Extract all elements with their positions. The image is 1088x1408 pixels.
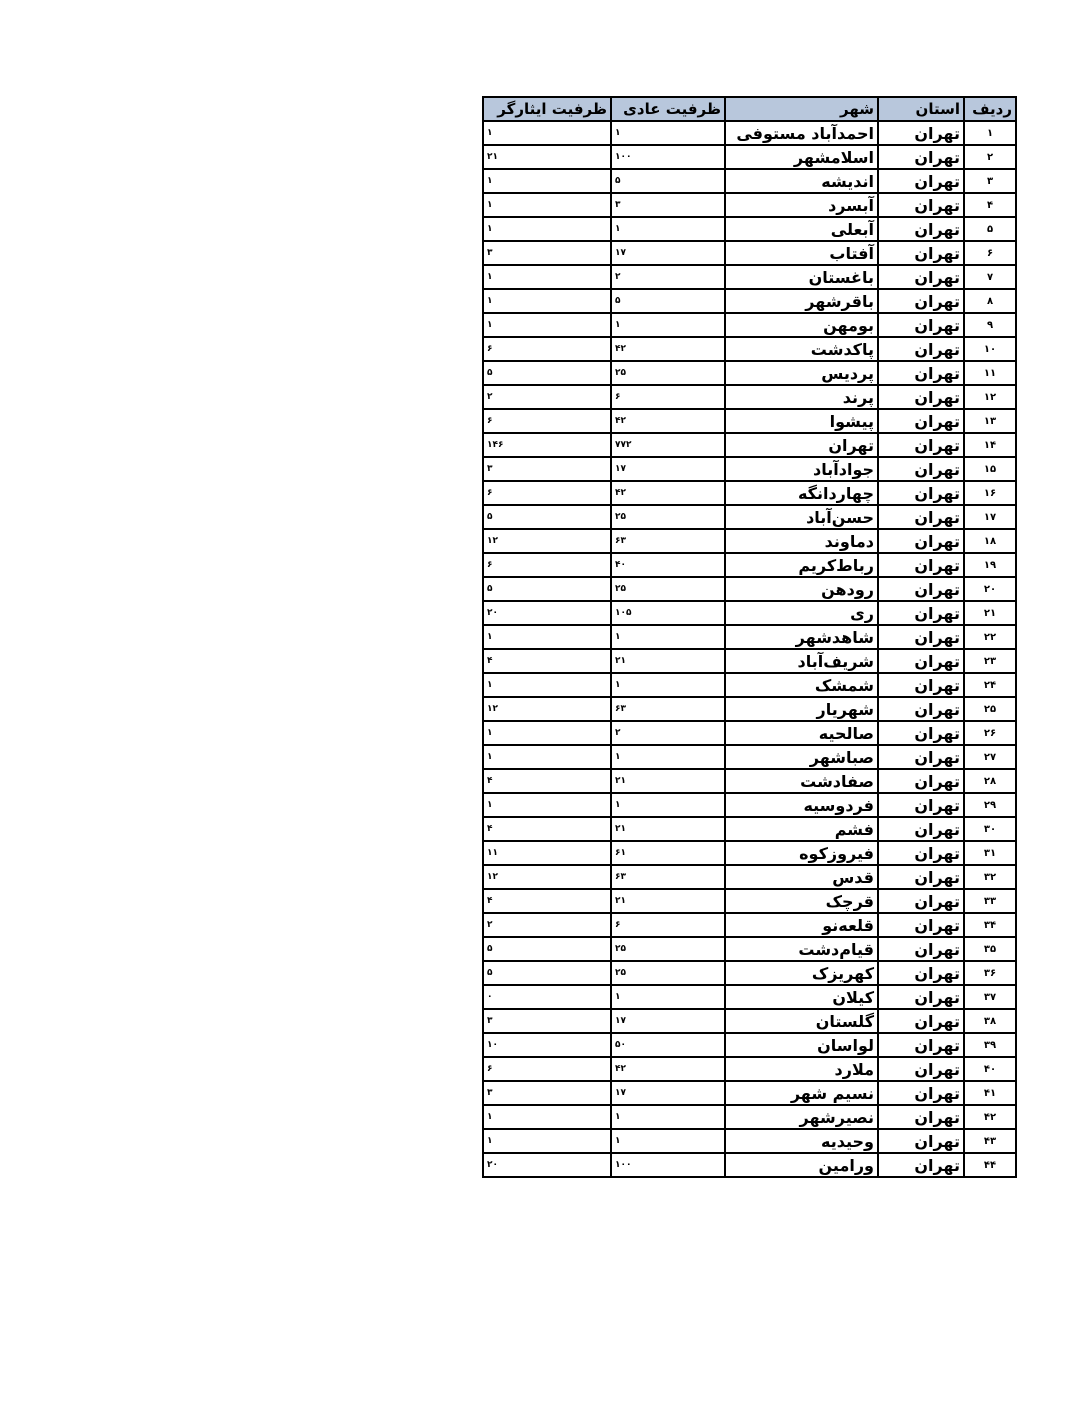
veteran-capacity-cell: ۲۰ bbox=[483, 1153, 611, 1177]
table-row bbox=[483, 481, 1016, 505]
table-row bbox=[483, 937, 1016, 961]
row-number: ۲۵ bbox=[964, 697, 1016, 721]
city-cell: آفتاب bbox=[725, 241, 878, 265]
table-row bbox=[483, 241, 1016, 265]
veteran-capacity-cell: ۳ bbox=[483, 457, 611, 481]
province-cell: تهران bbox=[878, 337, 964, 361]
city-cell: صالحیه bbox=[725, 721, 878, 745]
table-row bbox=[483, 361, 1016, 385]
veteran-capacity-cell: ۱۲ bbox=[483, 529, 611, 553]
regular-capacity-cell: ۲۱ bbox=[611, 649, 725, 673]
table-row bbox=[483, 409, 1016, 433]
city-cell: نصیرشهر bbox=[725, 1105, 878, 1129]
regular-capacity-cell: ۱۷ bbox=[611, 1009, 725, 1033]
table-body bbox=[483, 121, 1016, 1177]
province-cell: تهران bbox=[878, 649, 964, 673]
row-number: ۱۰ bbox=[964, 337, 1016, 361]
table-row bbox=[483, 289, 1016, 313]
city-cell: چهاردانگه bbox=[725, 481, 878, 505]
table-row bbox=[483, 337, 1016, 361]
regular-capacity-cell: ۲۵ bbox=[611, 361, 725, 385]
regular-capacity-cell: ۴۲ bbox=[611, 481, 725, 505]
row-number: ۲۹ bbox=[964, 793, 1016, 817]
regular-capacity-cell: ۵ bbox=[611, 169, 725, 193]
row-number: ۲۸ bbox=[964, 769, 1016, 793]
table-row bbox=[483, 745, 1016, 769]
province-cell: تهران bbox=[878, 1033, 964, 1057]
veteran-capacity-cell: ۵ bbox=[483, 361, 611, 385]
city-cell: قلعه‌نو bbox=[725, 913, 878, 937]
regular-capacity-cell: ۱۰۰ bbox=[611, 145, 725, 169]
regular-capacity-cell: ۱ bbox=[611, 1105, 725, 1129]
province-cell: تهران bbox=[878, 553, 964, 577]
city-cell: شریف‌آباد bbox=[725, 649, 878, 673]
regular-capacity-cell: ۴۲ bbox=[611, 337, 725, 361]
table-row bbox=[483, 697, 1016, 721]
province-cell: تهران bbox=[878, 1057, 964, 1081]
veteran-capacity-cell: ۱۱ bbox=[483, 841, 611, 865]
table-row bbox=[483, 505, 1016, 529]
row-number: ۳۰ bbox=[964, 817, 1016, 841]
province-cell: تهران bbox=[878, 601, 964, 625]
row-number: ۱۸ bbox=[964, 529, 1016, 553]
veteran-capacity-cell: ۴ bbox=[483, 769, 611, 793]
veteran-capacity-cell: ۲ bbox=[483, 385, 611, 409]
city-cell: باقرشهر bbox=[725, 289, 878, 313]
regular-capacity-cell: ۱ bbox=[611, 985, 725, 1009]
city-cell: کیلان bbox=[725, 985, 878, 1009]
veteran-capacity-cell: ۱ bbox=[483, 673, 611, 697]
row-number: ۳۵ bbox=[964, 937, 1016, 961]
table-row bbox=[483, 601, 1016, 625]
regular-capacity-cell: ۲ bbox=[611, 721, 725, 745]
regular-capacity-cell: ۱۷ bbox=[611, 457, 725, 481]
province-cell: تهران bbox=[878, 793, 964, 817]
province-cell: تهران bbox=[878, 169, 964, 193]
row-number: ۹ bbox=[964, 313, 1016, 337]
table-row bbox=[483, 121, 1016, 145]
veteran-capacity-cell: ۶ bbox=[483, 1057, 611, 1081]
regular-capacity-cell: ۱ bbox=[611, 625, 725, 649]
row-number: ۳۴ bbox=[964, 913, 1016, 937]
table-row bbox=[483, 1009, 1016, 1033]
veteran-capacity-cell: ۱ bbox=[483, 625, 611, 649]
province-cell: تهران bbox=[878, 961, 964, 985]
veteran-capacity-cell: ۶ bbox=[483, 409, 611, 433]
province-cell: تهران bbox=[878, 529, 964, 553]
veteran-capacity-cell: ۱ bbox=[483, 721, 611, 745]
regular-capacity-cell: ۱ bbox=[611, 121, 725, 145]
province-cell: تهران bbox=[878, 289, 964, 313]
city-cell: اسلامشهر bbox=[725, 145, 878, 169]
row-number: ۶ bbox=[964, 241, 1016, 265]
table-row bbox=[483, 385, 1016, 409]
table-row bbox=[483, 865, 1016, 889]
table-row bbox=[483, 673, 1016, 697]
row-number: ۳۲ bbox=[964, 865, 1016, 889]
row-number: ۱۴ bbox=[964, 433, 1016, 457]
table-row bbox=[483, 889, 1016, 913]
city-cell: دماوند bbox=[725, 529, 878, 553]
province-cell: تهران bbox=[878, 721, 964, 745]
province-cell: تهران bbox=[878, 313, 964, 337]
row-number: ۴۳ bbox=[964, 1129, 1016, 1153]
row-number: ۵ bbox=[964, 217, 1016, 241]
row-number: ۱۳ bbox=[964, 409, 1016, 433]
row-number: ۴ bbox=[964, 193, 1016, 217]
table-row bbox=[483, 577, 1016, 601]
regular-capacity-cell: ۶ bbox=[611, 913, 725, 937]
province-cell: تهران bbox=[878, 577, 964, 601]
row-number: ۴۱ bbox=[964, 1081, 1016, 1105]
city-cell: شاهدشهر bbox=[725, 625, 878, 649]
table-row bbox=[483, 553, 1016, 577]
capacity-table bbox=[482, 96, 1017, 1178]
province-cell: تهران bbox=[878, 145, 964, 169]
regular-capacity-cell: ۱ bbox=[611, 1129, 725, 1153]
veteran-capacity-cell: ۵ bbox=[483, 937, 611, 961]
row-number: ۱۶ bbox=[964, 481, 1016, 505]
regular-capacity-cell: ۲۵ bbox=[611, 505, 725, 529]
table-row bbox=[483, 457, 1016, 481]
veteran-capacity-cell: ۱ bbox=[483, 289, 611, 313]
row-number: ۲۴ bbox=[964, 673, 1016, 697]
table-row bbox=[483, 1129, 1016, 1153]
province-cell: تهران bbox=[878, 673, 964, 697]
veteran-capacity-cell: ۱ bbox=[483, 193, 611, 217]
city-cell: رباط‌کریم bbox=[725, 553, 878, 577]
regular-capacity-cell: ۱۰۵ bbox=[611, 601, 725, 625]
veteran-capacity-cell: ۳ bbox=[483, 241, 611, 265]
veteran-capacity-cell: ۱ bbox=[483, 1105, 611, 1129]
regular-capacity-cell: ۷۷۲ bbox=[611, 433, 725, 457]
province-cell: تهران bbox=[878, 385, 964, 409]
veteran-capacity-cell: ۶ bbox=[483, 553, 611, 577]
city-cell: وحیدیه bbox=[725, 1129, 878, 1153]
city-cell: آبعلی bbox=[725, 217, 878, 241]
table-row bbox=[483, 817, 1016, 841]
regular-capacity-cell: ۱ bbox=[611, 673, 725, 697]
regular-capacity-cell: ۵۰ bbox=[611, 1033, 725, 1057]
table-row bbox=[483, 217, 1016, 241]
regular-capacity-cell: ۶۳ bbox=[611, 865, 725, 889]
city-cell: پرند bbox=[725, 385, 878, 409]
row-number: ۱ bbox=[964, 121, 1016, 145]
row-number: ۳۱ bbox=[964, 841, 1016, 865]
city-cell: پیشوا bbox=[725, 409, 878, 433]
province-cell: تهران bbox=[878, 913, 964, 937]
veteran-capacity-cell: ۴ bbox=[483, 817, 611, 841]
province-cell: تهران bbox=[878, 241, 964, 265]
city-cell: گلستان bbox=[725, 1009, 878, 1033]
city-cell: پردیس bbox=[725, 361, 878, 385]
city-cell: کهریزک bbox=[725, 961, 878, 985]
regular-capacity-cell: ۱۷ bbox=[611, 241, 725, 265]
province-cell: تهران bbox=[878, 745, 964, 769]
regular-capacity-cell: ۵ bbox=[611, 289, 725, 313]
regular-capacity-cell: ۶ bbox=[611, 385, 725, 409]
veteran-capacity-cell: ۵ bbox=[483, 505, 611, 529]
table-row bbox=[483, 1033, 1016, 1057]
regular-capacity-cell: ۴۲ bbox=[611, 409, 725, 433]
regular-capacity-cell: ۲۱ bbox=[611, 817, 725, 841]
city-cell: صفادشت bbox=[725, 769, 878, 793]
veteran-capacity-cell: ۴ bbox=[483, 889, 611, 913]
veteran-capacity-cell: ۱۲ bbox=[483, 865, 611, 889]
regular-capacity-cell: ۱ bbox=[611, 793, 725, 817]
regular-capacity-cell: ۲۱ bbox=[611, 769, 725, 793]
table-row bbox=[483, 313, 1016, 337]
row-number: ۲۲ bbox=[964, 625, 1016, 649]
city-cell: شمشک bbox=[725, 673, 878, 697]
veteran-capacity-cell: ۵ bbox=[483, 577, 611, 601]
veteran-capacity-cell: ۶ bbox=[483, 481, 611, 505]
table-row bbox=[483, 1105, 1016, 1129]
row-number: ۱۵ bbox=[964, 457, 1016, 481]
header-shahr: شهر bbox=[725, 97, 878, 121]
veteran-capacity-cell: ۱ bbox=[483, 313, 611, 337]
city-cell: فیروزکوه bbox=[725, 841, 878, 865]
veteran-capacity-cell: ۱۲ bbox=[483, 697, 611, 721]
row-number: ۱۹ bbox=[964, 553, 1016, 577]
row-number: ۲ bbox=[964, 145, 1016, 169]
province-cell: تهران bbox=[878, 1105, 964, 1129]
row-number: ۲۰ bbox=[964, 577, 1016, 601]
veteran-capacity-cell: ۲۱ bbox=[483, 145, 611, 169]
veteran-capacity-cell: ۱۰ bbox=[483, 1033, 611, 1057]
regular-capacity-cell: ۶۳ bbox=[611, 529, 725, 553]
province-cell: تهران bbox=[878, 697, 964, 721]
city-cell: بومهن bbox=[725, 313, 878, 337]
veteran-capacity-cell: ۱۴۶ bbox=[483, 433, 611, 457]
veteran-capacity-cell: ۱ bbox=[483, 745, 611, 769]
veteran-capacity-cell: ۰ bbox=[483, 985, 611, 1009]
veteran-capacity-cell: ۲ bbox=[483, 913, 611, 937]
province-cell: تهران bbox=[878, 1081, 964, 1105]
province-cell: تهران bbox=[878, 769, 964, 793]
table-row bbox=[483, 721, 1016, 745]
table-row bbox=[483, 985, 1016, 1009]
province-cell: تهران bbox=[878, 865, 964, 889]
city-cell: ری bbox=[725, 601, 878, 625]
header-row bbox=[483, 97, 1016, 121]
city-cell: نسیم شهر bbox=[725, 1081, 878, 1105]
regular-capacity-cell: ۲ bbox=[611, 265, 725, 289]
table-row bbox=[483, 769, 1016, 793]
regular-capacity-cell: ۲۵ bbox=[611, 937, 725, 961]
header-zarfiat-adi: ظرفیت عادی bbox=[611, 97, 725, 121]
province-cell: تهران bbox=[878, 1009, 964, 1033]
veteran-capacity-cell: ۱ bbox=[483, 1129, 611, 1153]
row-number: ۲۳ bbox=[964, 649, 1016, 673]
row-number: ۱۱ bbox=[964, 361, 1016, 385]
table-row bbox=[483, 145, 1016, 169]
city-cell: شهریار bbox=[725, 697, 878, 721]
row-number: ۴۴ bbox=[964, 1153, 1016, 1177]
veteran-capacity-cell: ۱ bbox=[483, 217, 611, 241]
province-cell: تهران bbox=[878, 841, 964, 865]
row-number: ۱۷ bbox=[964, 505, 1016, 529]
veteran-capacity-cell: ۵ bbox=[483, 961, 611, 985]
province-cell: تهران bbox=[878, 457, 964, 481]
table-row bbox=[483, 433, 1016, 457]
regular-capacity-cell: ۶۱ bbox=[611, 841, 725, 865]
table-row bbox=[483, 1081, 1016, 1105]
province-cell: تهران bbox=[878, 481, 964, 505]
regular-capacity-cell: ۲۵ bbox=[611, 961, 725, 985]
veteran-capacity-cell: ۶ bbox=[483, 337, 611, 361]
table-row bbox=[483, 793, 1016, 817]
province-cell: تهران bbox=[878, 193, 964, 217]
header-ostan: استان bbox=[878, 97, 964, 121]
province-cell: تهران bbox=[878, 937, 964, 961]
row-number: ۳۷ bbox=[964, 985, 1016, 1009]
regular-capacity-cell: ۲۵ bbox=[611, 577, 725, 601]
row-number: ۴۲ bbox=[964, 1105, 1016, 1129]
table-row bbox=[483, 961, 1016, 985]
veteran-capacity-cell: ۳ bbox=[483, 1081, 611, 1105]
row-number: ۲۷ bbox=[964, 745, 1016, 769]
regular-capacity-cell: ۴۲ bbox=[611, 1057, 725, 1081]
table-row bbox=[483, 169, 1016, 193]
province-cell: تهران bbox=[878, 889, 964, 913]
province-cell: تهران bbox=[878, 217, 964, 241]
city-cell: جوادآباد bbox=[725, 457, 878, 481]
veteran-capacity-cell: ۱ bbox=[483, 265, 611, 289]
row-number: ۲۱ bbox=[964, 601, 1016, 625]
city-cell: احمدآباد مستوفی bbox=[725, 121, 878, 145]
veteran-capacity-cell: ۴ bbox=[483, 649, 611, 673]
city-cell: لواسان bbox=[725, 1033, 878, 1057]
city-cell: آبسرد bbox=[725, 193, 878, 217]
veteran-capacity-cell: ۱ bbox=[483, 121, 611, 145]
regular-capacity-cell: ۱ bbox=[611, 745, 725, 769]
veteran-capacity-cell: ۲۰ bbox=[483, 601, 611, 625]
province-cell: تهران bbox=[878, 361, 964, 385]
regular-capacity-cell: ۱۷ bbox=[611, 1081, 725, 1105]
regular-capacity-cell: ۱ bbox=[611, 217, 725, 241]
regular-capacity-cell: ۱ bbox=[611, 313, 725, 337]
city-cell: صباشهر bbox=[725, 745, 878, 769]
city-cell: حسن‌آباد bbox=[725, 505, 878, 529]
table-row bbox=[483, 841, 1016, 865]
row-number: ۳۸ bbox=[964, 1009, 1016, 1033]
row-number: ۴۰ bbox=[964, 1057, 1016, 1081]
veteran-capacity-cell: ۳ bbox=[483, 1009, 611, 1033]
row-number: ۷ bbox=[964, 265, 1016, 289]
veteran-capacity-cell: ۱ bbox=[483, 793, 611, 817]
table-row bbox=[483, 193, 1016, 217]
city-cell: قرچک bbox=[725, 889, 878, 913]
province-cell: تهران bbox=[878, 433, 964, 457]
table-row bbox=[483, 265, 1016, 289]
city-cell: قیام‌دشت bbox=[725, 937, 878, 961]
table-row bbox=[483, 529, 1016, 553]
regular-capacity-cell: ۱۰۰ bbox=[611, 1153, 725, 1177]
city-cell: اندیشه bbox=[725, 169, 878, 193]
table-row bbox=[483, 625, 1016, 649]
row-number: ۳۹ bbox=[964, 1033, 1016, 1057]
province-cell: تهران bbox=[878, 505, 964, 529]
header-zarfiat-isargar: ظرفیت ایثارگر bbox=[483, 97, 611, 121]
city-cell: ملارد bbox=[725, 1057, 878, 1081]
row-number: ۳۳ bbox=[964, 889, 1016, 913]
city-cell: باغستان bbox=[725, 265, 878, 289]
row-number: ۱۲ bbox=[964, 385, 1016, 409]
province-cell: تهران bbox=[878, 1129, 964, 1153]
regular-capacity-cell: ۴۰ bbox=[611, 553, 725, 577]
province-cell: تهران bbox=[878, 1153, 964, 1177]
province-cell: تهران bbox=[878, 121, 964, 145]
row-number: ۲۶ bbox=[964, 721, 1016, 745]
city-cell: تهران bbox=[725, 433, 878, 457]
header-radif: ردیف bbox=[964, 97, 1016, 121]
province-cell: تهران bbox=[878, 625, 964, 649]
veteran-capacity-cell: ۱ bbox=[483, 169, 611, 193]
city-cell: قدس bbox=[725, 865, 878, 889]
table-row bbox=[483, 913, 1016, 937]
regular-capacity-cell: ۳ bbox=[611, 193, 725, 217]
province-cell: تهران bbox=[878, 985, 964, 1009]
table-row bbox=[483, 1153, 1016, 1177]
row-number: ۸ bbox=[964, 289, 1016, 313]
city-cell: رودهن bbox=[725, 577, 878, 601]
city-cell: ورامین bbox=[725, 1153, 878, 1177]
province-cell: تهران bbox=[878, 265, 964, 289]
city-cell: فردوسیه bbox=[725, 793, 878, 817]
row-number: ۳۶ bbox=[964, 961, 1016, 985]
city-cell: پاکدشت bbox=[725, 337, 878, 361]
table-row bbox=[483, 649, 1016, 673]
table-row bbox=[483, 1057, 1016, 1081]
regular-capacity-cell: ۲۱ bbox=[611, 889, 725, 913]
province-cell: تهران bbox=[878, 409, 964, 433]
row-number: ۳ bbox=[964, 169, 1016, 193]
regular-capacity-cell: ۶۳ bbox=[611, 697, 725, 721]
province-cell: تهران bbox=[878, 817, 964, 841]
city-cell: فشم bbox=[725, 817, 878, 841]
